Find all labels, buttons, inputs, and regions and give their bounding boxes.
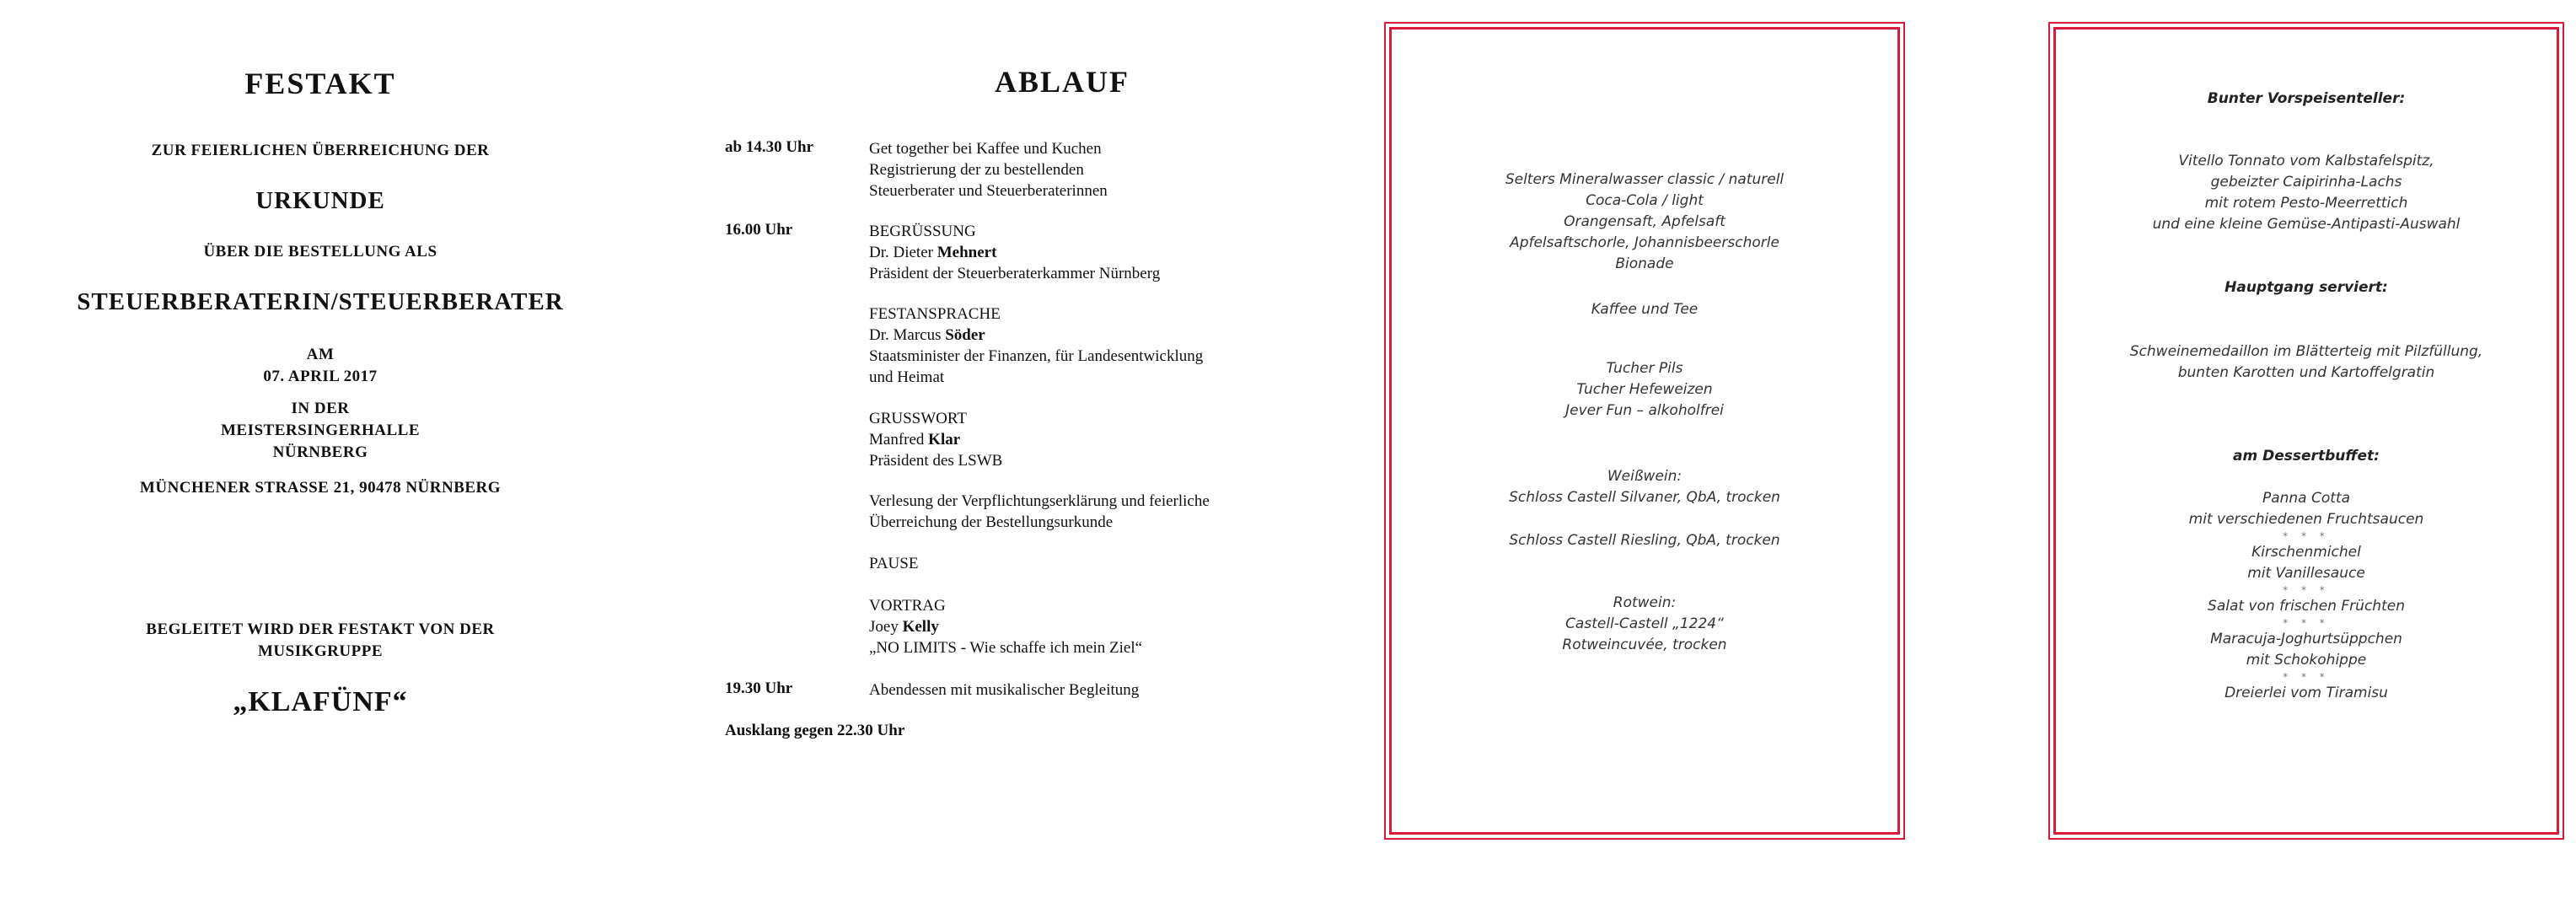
speaker-first-name: Dr. Dieter [869, 244, 937, 261]
schedule-line: PAUSE [869, 555, 919, 572]
in-der-text: IN DER [291, 400, 350, 417]
menu-item: mit verschiedenen Fruchtsaucen [2188, 511, 2424, 528]
beer-list [1392, 358, 1897, 422]
drink-item: Castell-Castell „1224“ [1565, 615, 1724, 632]
drink-category: Weißwein: [1607, 468, 1682, 485]
divider-stars: * * * [2283, 617, 2330, 629]
menu-item: Maracuja-Joghurtsüppchen [2210, 631, 2402, 647]
accompany-line1: BEGLEITET WIRD DER FESTAKT VON DER [146, 620, 495, 638]
dessert-section [2056, 446, 2557, 467]
schedule-desc [869, 221, 1341, 284]
divider-stars: * * * [2283, 530, 2330, 542]
speaker-first-name: Dr. Marcus [869, 326, 946, 344]
event-date: 07. APRIL 2017 [263, 368, 378, 385]
drink-item: Selters Mineralwasser classic / naturell [1505, 171, 1784, 188]
menu-item: Kirschenmichel [2251, 544, 2361, 561]
schedule-heading: FESTANSPRACHE [869, 305, 1001, 323]
schedule-line: Staatsminister der Finanzen, für Landesentwicklung [869, 347, 1204, 365]
drink-item: Rotweincuvée, trocken [1562, 636, 1727, 653]
menu-item: gebeizter Caipirinha-Lachs [2210, 174, 2402, 191]
hot-drinks-list [1392, 299, 1897, 320]
main-list [2056, 341, 2557, 384]
band-name: „KLAFÜNF“ [233, 686, 408, 717]
drink-item: Schloss Castell Riesling, QbA, trocken [1509, 532, 1780, 549]
ablauf-title: ABLAUF [994, 65, 1130, 99]
schedule-heading: BEGRÜSSUNG [869, 223, 976, 240]
drink-item: Schloss Castell Silvaner, QbA, trocken [1509, 489, 1780, 506]
divider-stars: * * * [2283, 671, 2330, 683]
schedule-heading: GRUSSWORT [869, 410, 968, 427]
schedule-desc [869, 408, 1341, 471]
menu-item: Dreierlei vom Tiramisu [2224, 685, 2388, 701]
am-text: AM [306, 346, 335, 363]
drink-item: Tucher Pils [1606, 360, 1683, 377]
drink-category: Rotwein: [1613, 594, 1677, 611]
schedule-time: 19.30 Uhr [725, 679, 793, 697]
speaker-name [869, 325, 1341, 346]
menu-item: mit Schokohippe [2246, 652, 2367, 669]
schedule-desc [869, 138, 1341, 201]
food-card-content [2056, 30, 2557, 832]
divider-stars: * * * [2283, 584, 2330, 596]
schedule-line: Präsident der Steuerberaterkammer Nürnberg [869, 265, 1161, 282]
venue-city: NÜRNBERG [272, 443, 368, 461]
menu-item: mit Vanillesauce [2247, 565, 2365, 582]
schedule-line: Steuerberater und Steuerberaterinnen [869, 182, 1108, 200]
schedule-time: ab 14.30 Uhr [725, 138, 814, 156]
menu-item: mit rotem Pesto-Meerrettich [2204, 195, 2408, 212]
speaker-name [869, 429, 1341, 450]
soft-drinks-list [1392, 169, 1897, 275]
schedule-time: Ausklang gegen 22.30 Uhr [725, 722, 905, 739]
menu-item: und eine kleine Gemüse-Antipasti-Auswahl [2152, 216, 2461, 233]
schedule-desc [869, 303, 1341, 388]
menu-item: Schweinemedaillon im Blätterteig mit Pilzfüllung, [2129, 343, 2483, 360]
schedule-time: 16.00 Uhr [725, 221, 793, 239]
schedule-line: Präsident des LSWB [869, 452, 1003, 470]
menu-item: Panna Cotta [2262, 490, 2351, 507]
drink-item: Kaffee und Tee [1591, 301, 1699, 318]
riesling-list [1392, 530, 1897, 551]
drink-item: Apfelsaftschorle, Johannisbeerschorle [1510, 234, 1779, 251]
drinks-card [1389, 27, 1900, 835]
drink-item: Jever Fun – alkoholfrei [1565, 402, 1724, 419]
urkunde-heading: URKUNDE [255, 187, 385, 214]
drinks-card-content [1392, 30, 1897, 832]
schedule-desc [869, 491, 1341, 533]
menu-item: Salat von frischen Früchten [2208, 598, 2405, 615]
red-wine-list [1392, 593, 1897, 656]
speaker-last-name: Kelly [902, 618, 939, 636]
venue-name: MEISTERSINGERHALLE [220, 422, 420, 439]
main-title: Hauptgang serviert: [2224, 279, 2388, 296]
main-section [2056, 277, 2557, 298]
speaker-name [869, 242, 1341, 263]
speaker-last-name: Söder [945, 326, 985, 344]
festakt-line1: ZUR FEIERLICHEN ÜBERREICHUNG DER [151, 142, 490, 159]
speaker-name [869, 616, 1341, 637]
food-card [2053, 27, 2559, 835]
drink-item: Coca-Cola / light [1586, 192, 1704, 209]
schedule-line: Überreichung der Bestellungsurkunde [869, 513, 1114, 531]
dessert-list [2056, 488, 2557, 704]
menu-item: bunten Karotten und Kartoffelgratin [2177, 364, 2435, 381]
schedule-line: Verlesung der Verpflichtungserklärung und feierliche [869, 492, 1210, 510]
schedule-line: und Heimat [869, 368, 945, 386]
accompany-line2: MUSIKGRUPPE [258, 642, 383, 660]
schedule-line: Abendessen mit musikalischer Begleitung [869, 681, 1140, 699]
drink-item: Orangensaft, Apfelsaft [1564, 213, 1725, 230]
drink-item: Tucher Hefeweizen [1576, 381, 1713, 398]
schedule-line: Get together bei Kaffee und Kuchen [869, 140, 1102, 158]
starter-title: Bunter Vorspeisenteller: [2207, 90, 2406, 107]
menu-item: Vitello Tonnato vom Kalbstafelspitz, [2178, 153, 2434, 169]
role-heading: STEUERBERATERIN/STEUERBERATER [77, 288, 564, 315]
speaker-first-name: Joey [869, 618, 903, 636]
festakt-title: FESTAKT [244, 67, 396, 100]
dessert-title: am Dessertbuffet: [2233, 448, 2380, 465]
schedule-line: Registrierung der zu bestellenden [869, 161, 1084, 179]
festakt-line2: ÜBER DIE BESTELLUNG ALS [203, 243, 437, 261]
schedule-line: „NO LIMITS - Wie schaffe ich mein Ziel“ [869, 639, 1143, 657]
schedule-desc [869, 595, 1341, 658]
speaker-last-name: Mehnert [936, 244, 997, 261]
schedule-desc [869, 679, 1341, 701]
schedule-heading: VORTRAG [869, 597, 946, 615]
schedule-desc [869, 553, 1341, 574]
starter-list [2056, 151, 2557, 235]
speaker-last-name: Klar [928, 431, 961, 448]
white-wine-list [1392, 466, 1897, 508]
venue-address: MÜNCHENER STRASSE 21, 90478 NÜRNBERG [139, 479, 502, 497]
starter-section [2056, 89, 2557, 110]
speaker-first-name: Manfred [869, 431, 929, 448]
drink-item: Bionade [1615, 255, 1674, 272]
